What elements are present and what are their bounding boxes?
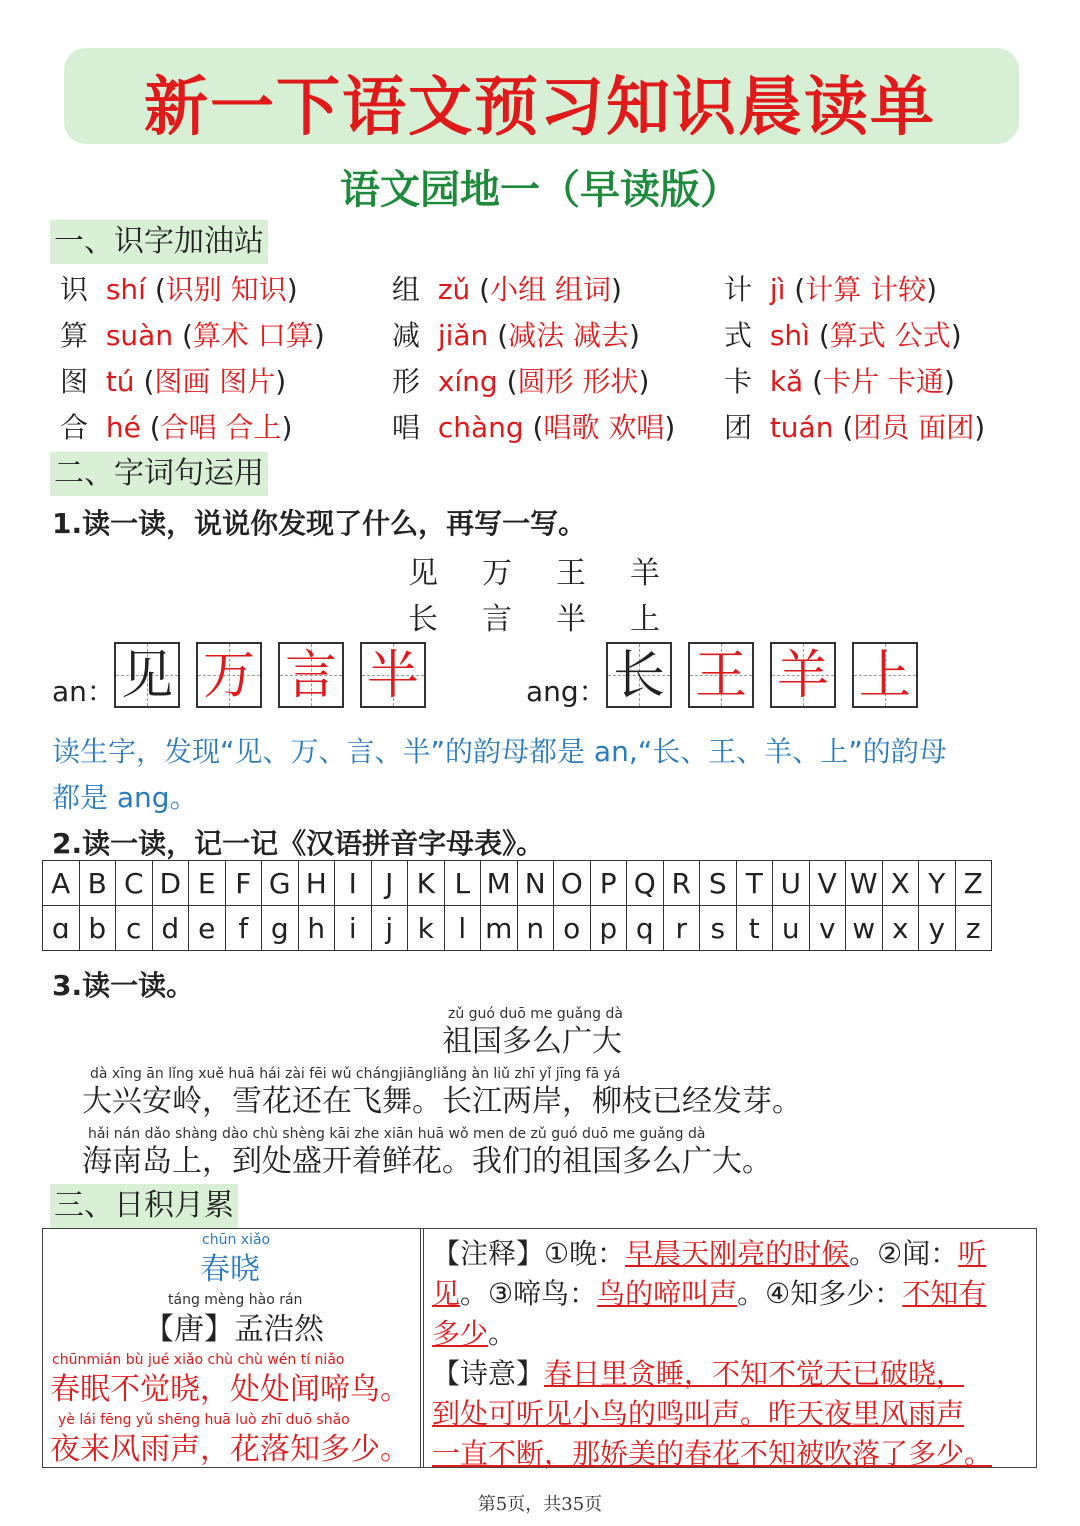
vocab-words: 卡片 卡通: [823, 365, 944, 398]
alphabet-cell: i: [335, 906, 372, 951]
char-row-2: 长言半上: [408, 602, 704, 637]
alphabet-cell: B: [79, 861, 116, 906]
reading-title: 祖国多么广大: [442, 1024, 622, 1059]
poem-line-2-pinyin: yè lái fēng yǔ shēng huā luò zhī duō shǎo: [58, 1412, 350, 1428]
an-char-box: 半: [360, 642, 426, 708]
section-heading-2: 二、字词句运用: [50, 452, 268, 496]
alphabet-cell: L: [444, 861, 481, 906]
alphabet-cell: o: [554, 906, 591, 951]
vocab-words: 圆形 形状: [517, 365, 639, 398]
alphabet-cell: S: [700, 861, 737, 906]
alphabet-cell: h: [298, 906, 335, 951]
an-label: an：: [52, 675, 115, 708]
vocab-pinyin: jiǎn: [437, 319, 489, 352]
section-heading-1: 一、识字加油站: [50, 220, 268, 264]
poem-divider: [420, 1228, 424, 1468]
vocab-char: 合: [60, 411, 89, 444]
alphabet-cell: T: [736, 861, 773, 906]
section-heading-3: 三、日积月累: [50, 1184, 238, 1228]
vocab-item: 卡 kǎ (卡片 卡通): [724, 365, 955, 398]
alphabet-cell: P: [590, 861, 627, 906]
alphabet-cell: ɑ: [43, 906, 80, 951]
vocab-char: 计: [724, 273, 753, 306]
alphabet-cell: v: [809, 906, 846, 951]
vocab-item: 形 xíng (圆形 形状): [392, 365, 650, 398]
alphabet-cell: F: [225, 861, 262, 906]
alphabet-cell: e: [189, 906, 226, 951]
vocab-item: 组 zǔ (小组 组词): [392, 273, 622, 306]
vocab-words: 算术 口算: [192, 319, 314, 352]
an-char-box: 言: [278, 642, 344, 708]
vocab-char: 卡: [724, 365, 753, 398]
reading-line-1-pinyin: dà xīng ān lǐng xuě huā hái zài fēi wǔ chángjiāngliǎng àn liǔ zhī yǐ jīng fā yá: [90, 1066, 621, 1082]
alphabet-cell: z: [955, 906, 992, 951]
alphabet-cell: m: [481, 906, 518, 951]
alphabet-cell: l: [444, 906, 481, 951]
page-subtitle: 语文园地一（早读版）: [340, 167, 740, 213]
poem-title-pinyin: chūn xiǎo: [202, 1232, 271, 1248]
answer-line-1: 读生字，发现“见、万、言、半”的韵母都是 an,“长、王、羊、上”的韵母: [52, 735, 947, 768]
char-row-1: 见万王羊: [408, 556, 704, 591]
alphabet-cell: y: [919, 906, 956, 951]
vocab-item: 识 shí (识别 知识): [60, 273, 298, 306]
ang-label: ang：: [526, 675, 607, 708]
reading-line-1: 大兴安岭，雪花还在飞舞。长江两岸，柳枝已经发芽。: [82, 1084, 802, 1119]
title-part-1: 新一下语文预习: [144, 70, 606, 145]
alphabet-cell: f: [225, 906, 262, 951]
alphabet-cell: g: [262, 906, 299, 951]
vocab-pinyin: chàng: [437, 411, 524, 444]
notes-line-2: 见。③啼鸟：鸟的啼叫声。④知多少：不知有: [432, 1277, 987, 1310]
vocab-pinyin: zǔ: [437, 273, 471, 306]
poem-author: 【唐】孟浩然: [144, 1312, 324, 1347]
alphabet-cell: W: [846, 861, 883, 906]
vocab-words: 唱歌 欢唱: [543, 411, 665, 444]
vocab-char: 组: [392, 273, 421, 306]
alphabet-cell: R: [663, 861, 700, 906]
alphabet-cell: x: [882, 906, 919, 951]
vocab-item: 唱 chàng (唱歌 欢唱): [392, 411, 676, 444]
alphabet-cell: A: [43, 861, 80, 906]
vocab-pinyin: xíng: [437, 365, 498, 398]
vocab-pinyin: kǎ: [769, 365, 804, 398]
uppercase-row: [43, 861, 992, 906]
vocab-char: 图: [60, 365, 89, 398]
vocab-words: 算式 公式: [829, 319, 951, 352]
meaning-line-1: 【诗意】春日里贪睡，不知不觉天已破晓，: [432, 1357, 965, 1390]
alphabet-cell: G: [262, 861, 299, 906]
reading-title-pinyin: zǔ guó duō me guǎng dà: [448, 1006, 623, 1022]
alphabet-cell: d: [152, 906, 189, 951]
alphabet-cell: q: [627, 906, 664, 951]
alphabet-cell: N: [517, 861, 554, 906]
vocab-pinyin: shí: [105, 273, 146, 306]
alphabet-cell: E: [189, 861, 226, 906]
title-part-2: 知识晨读单: [606, 70, 936, 145]
vocab-char: 识: [60, 273, 89, 306]
an-char-box: 万: [196, 642, 262, 708]
poem-title: 春晓: [200, 1252, 260, 1287]
vocab-words: 识别 知识: [165, 273, 287, 306]
alphabet-cell: M: [481, 861, 518, 906]
alphabet-cell: r: [663, 906, 700, 951]
alphabet-cell: O: [554, 861, 591, 906]
alphabet-cell: D: [152, 861, 189, 906]
alphabet-table: [42, 860, 992, 951]
vocab-item: 图 tú (图画 图片): [60, 365, 287, 398]
vocab-words: 合唱 合上: [160, 411, 282, 444]
vocab-words: 小组 组词: [490, 273, 612, 306]
alphabet-cell: t: [736, 906, 773, 951]
vocab-char: 唱: [392, 411, 421, 444]
alphabet-cell: C: [116, 861, 153, 906]
meaning-line-3: 一直不断，那娇美的春花不知被吹落了多少。: [432, 1437, 993, 1470]
alphabet-cell: X: [882, 861, 919, 906]
question-2: 2.读一读，记一记《汉语拼音字母表》。: [52, 827, 545, 860]
alphabet-cell: j: [371, 906, 408, 951]
alphabet-cell: J: [371, 861, 408, 906]
alphabet-cell: c: [116, 906, 153, 951]
alphabet-cell: Y: [919, 861, 956, 906]
alphabet-cell: Q: [627, 861, 664, 906]
vocab-words: 计算 计较: [805, 273, 927, 306]
vocab-pinyin: tuán: [769, 411, 834, 444]
vocab-char: 算: [60, 319, 89, 352]
vocab-pinyin: hé: [105, 411, 141, 444]
vocab-words: 减法 减去: [508, 319, 630, 352]
ang-char-box: 羊: [770, 642, 836, 708]
vocab-words: 图画 图片: [154, 365, 276, 398]
alphabet-cell: K: [408, 861, 445, 906]
alphabet-cell: w: [846, 906, 883, 951]
alphabet-cell: p: [590, 906, 627, 951]
ang-char-box: 王: [688, 642, 754, 708]
poem-line-1: 春眠不觉晓，处处闻啼鸟。: [50, 1372, 410, 1407]
an-char-box: 见: [114, 642, 180, 708]
vocab-words: 团员 面团: [853, 411, 975, 444]
alphabet-cell: b: [79, 906, 116, 951]
vocab-item: 团 tuán (团员 面团): [724, 411, 986, 444]
notes-line-1: 【注释】①晚：早晨天刚亮的时候。②闻：听: [432, 1237, 987, 1270]
alphabet-cell: V: [809, 861, 846, 906]
vocab-item: 算 suàn (算术 口算): [60, 319, 325, 352]
alphabet-cell: k: [408, 906, 445, 951]
ang-char-box: 上: [852, 642, 918, 708]
vocab-item: 减 jiǎn (减法 减去): [392, 319, 640, 352]
lowercase-row: [43, 906, 992, 951]
page-title: [0, 56, 1080, 148]
vocab-char: 式: [724, 319, 753, 352]
answer-line-2: 都是 ang。: [52, 781, 198, 814]
vocab-pinyin: shì: [769, 319, 810, 352]
ang-char-box: 长: [606, 642, 672, 708]
notes-line-3: 多少。: [432, 1317, 517, 1350]
vocab-char: 减: [392, 319, 421, 352]
question-3: 3.读一读。: [52, 969, 195, 1002]
vocab-item: 合 hé (合唱 合上): [60, 411, 293, 444]
vocab-item: 计 jì (计算 计较): [724, 273, 938, 306]
reading-line-2: 海南岛上，到处盛开着鲜花。我们的祖国多么广大。: [82, 1144, 772, 1179]
alphabet-cell: n: [517, 906, 554, 951]
alphabet-cell: Z: [955, 861, 992, 906]
vocab-char: 形: [392, 365, 421, 398]
question-1: 1.读一读，说说你发现了什么，再写一写。: [52, 507, 587, 540]
page-number: 第5页，共35页: [477, 1494, 603, 1515]
poem-line-1-pinyin: chūnmián bù jué xiǎo chù chù wén tí niǎo: [52, 1352, 345, 1368]
poem-line-2: 夜来风雨声，花落知多少。: [50, 1432, 410, 1467]
vocab-pinyin: jì: [769, 273, 786, 306]
meaning-line-2: 到处可听见小鸟的鸣叫声。昨天夜里风雨声: [432, 1397, 965, 1430]
alphabet-cell: s: [700, 906, 737, 951]
alphabet-cell: u: [773, 906, 810, 951]
vocab-char: 团: [724, 411, 753, 444]
vocab-pinyin: tú: [105, 365, 135, 398]
vocab-item: 式 shì (算式 公式): [724, 319, 962, 352]
reading-line-2-pinyin: hǎi nán dǎo shàng dào chù shèng kāi zhe xiān huā wǒ men de zǔ guó duō me guǎng dà: [88, 1126, 706, 1142]
alphabet-cell: I: [335, 861, 372, 906]
poem-author-pinyin: táng mèng hào rán: [168, 1292, 303, 1308]
vocab-pinyin: suàn: [105, 319, 174, 352]
alphabet-cell: H: [298, 861, 335, 906]
alphabet-cell: U: [773, 861, 810, 906]
